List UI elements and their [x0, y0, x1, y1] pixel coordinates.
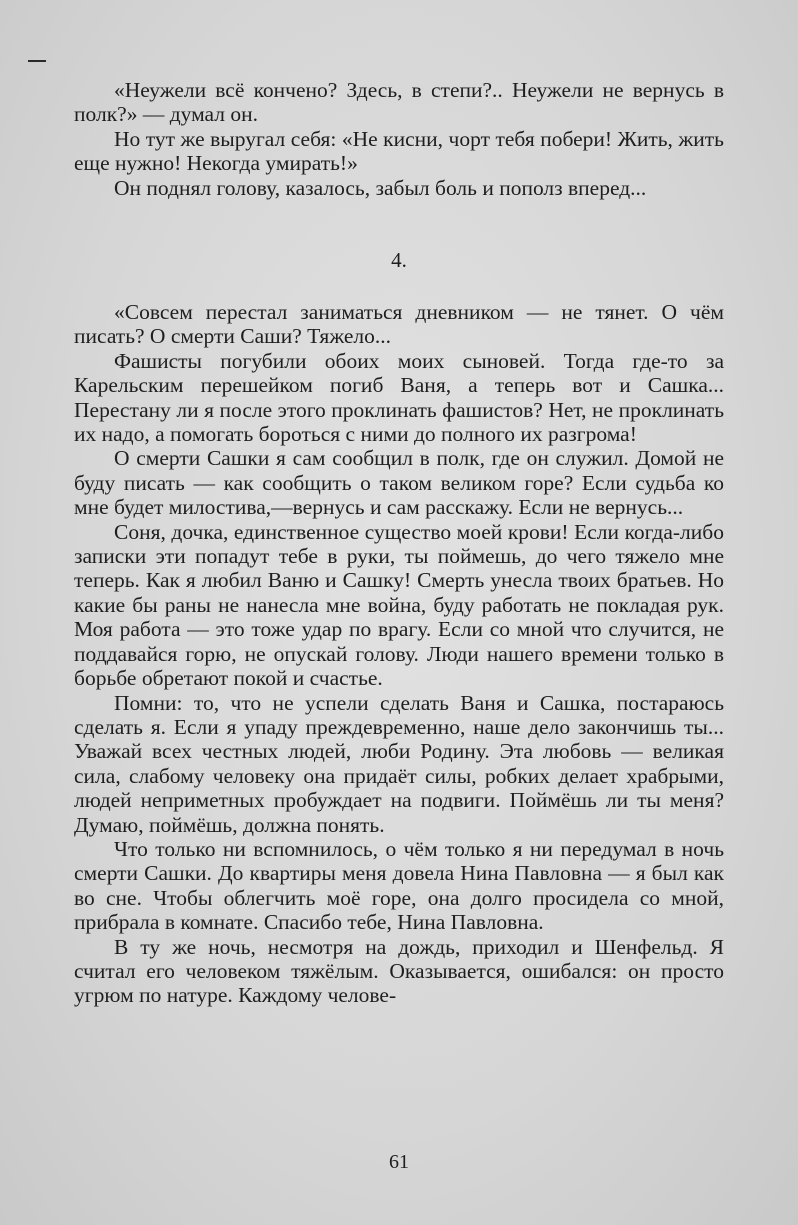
paragraph: Он поднял голову, казалось, забыл боль и пополз вперед... [114, 175, 647, 200]
paragraph: Фашисты погубили обоих моих сыновей. Тогда где-то за Карельским перешейком погиб Ваня, а теперь вот и Сашка... Перестану ли я после этого проклинать фашистов? Нет, не проклинать их надо, а помогать бороться с ними до полного их разгрома! [74, 348, 724, 447]
page-number: 61 [389, 1151, 409, 1173]
paragraph: «Неужели всё кончено? Здесь, в степи?.. Неужели не вернусь в полк?» — думал он. [74, 78, 724, 127]
paragraph: «Совсем перестал заниматься дневником — не тянет. О чём писать? О смерти Саши? Тяжело... [74, 300, 724, 349]
paragraph: В ту же ночь, несмотря на дождь, приходил и Шенфельд. Я считал его человеком тяжёлым. Оказывается, ошибался: он просто угрюм по натуре. Каждому челове- [74, 934, 724, 1008]
section-number: 4. [391, 248, 407, 272]
paragraph: Соня, дочка, единственное существо моей крови! Если когда-либо записки эти попадут тебе в руки, ты поймешь, до чего тяжело мне теперь. Как я любил Ваню и Сашку! Смерть унесла твоих братьев. Но какие бы раны не нанесла мне война, буду работать не покладая рук. Моя работа — это тоже удар по врагу. Если со мной что случится, не поддавайся горю, не опускай голову. Люди нашего времени только в борьбе обретают покой и счастье. [74, 519, 724, 691]
print-mark [28, 60, 46, 62]
paragraph: Что только ни вспомнилось, о чём только я ни передумал в ночь смерти Сашки. До квартиры меня довела Нина Павловна — я был как во сне. Чтобы облегчить моё горе, она долго просидела со мной, прибрала в комнате. Спасибо тебе, Нина Павловна. [74, 836, 724, 935]
paragraph: Но тут же выругал себя: «Не кисни, чорт тебя побери! Жить, жить еще нужно! Некогда умирать!» [74, 126, 724, 176]
text-block-main [74, 300, 724, 1008]
text-block-top [74, 78, 724, 200]
paragraph: О смерти Сашки я сам сообщил в полк, где он служил. Домой не буду писать — как сообщить о таком великом горе? Если судьба ко мне будет милостива,—вернусь и сам расскажу. Если не вернусь... [74, 446, 724, 520]
paragraph: Помни: то, что не успели сделать Ваня и Сашка, постараюсь сделать я. Если я упаду преждевременно, наше дело закончишь ты... Уважай всех честных людей, люби Родину. Эта любовь — великая сила, слабому человеку она придаёт силы, робких делает храбрыми, людей неприметных пробуждает на подвиги. Поймёшь ли ты меня? Думаю, поймёшь, должна понять. [74, 690, 724, 837]
